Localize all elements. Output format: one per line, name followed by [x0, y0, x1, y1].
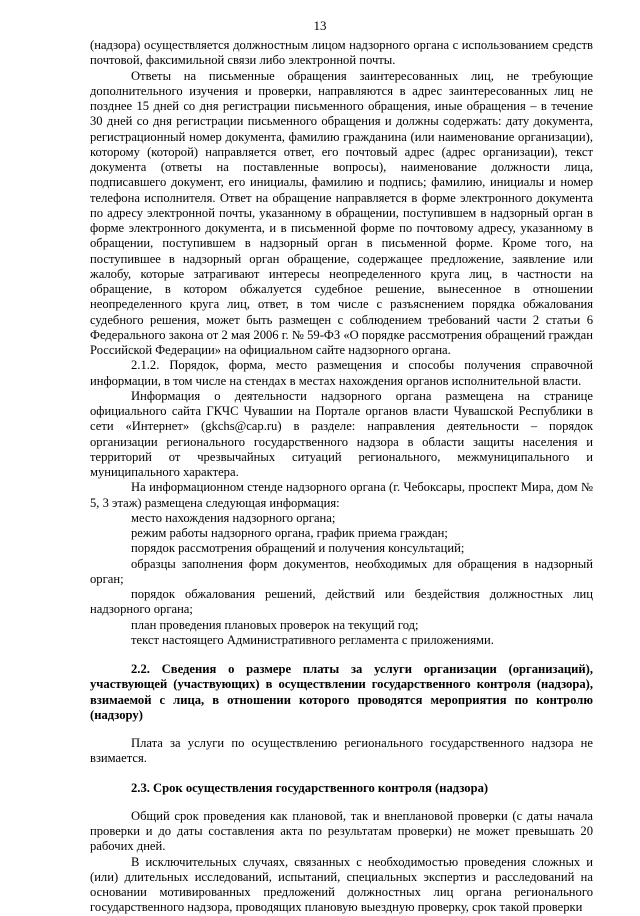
- list-item: текст настоящего Административного регламента с приложениями.: [131, 632, 494, 647]
- paragraph: 2.1.2. Порядок, форма, место размещения и способы получения справочной информации, в том числе на стендах в местах нахождения органов исполнительной власти.: [90, 358, 593, 388]
- list-item: план проведения плановых проверок на текущий год;: [131, 617, 419, 632]
- paragraph: На информационном стенде надзорного органа (г. Чебоксары, проспект Мира, дом № 5, 3 этаж) размещена следующая информация:: [90, 480, 593, 510]
- paragraph: Информация о деятельности надзорного органа размещена на странице официального сайта ГКЧС Чувашии на Портале органов власти Чувашской Республики в сети «Интернет» (gkchs@cap.ru) в разделе: направления деятельности – порядок организации регионального государственного надзора в области защиты населения и территорий от чрезвычайных ситуаций регионального, межмуниципального и муниципального характера.: [90, 388, 593, 479]
- document-body: [90, 38, 593, 916]
- list-item: порядок рассмотрения обращений и получения консультаций;: [131, 541, 465, 556]
- paragraph: В исключительных случаях, связанных с необходимостью проведения сложных и (или) длительных исследований, испытаний, специальных экспертиз и расследований на основании мотивированных предложений должностных лиц органа регионального государственного надзора, проводящих плановую выездную проверку, срок такой проверки: [90, 854, 593, 915]
- page-number: 13: [313, 18, 327, 33]
- list-item: режим работы надзорного органа, график приема граждан;: [131, 526, 448, 540]
- paragraph: Ответы на письменные обращения заинтересованных лиц, не требующие дополнительного изучения и проверки, направляются в адрес заинтересованных лиц не позднее 15 дней со дня регистрации письменного обращения, иные обращения – в течение 30 дней со дня регистрации письменного обращения и должны содержать: дату документа, регистрационный номер документа, фамилию гражданина (или наименование организации), которому (которой) направляется ответ, его почтовый адрес (адрес организации), текст документа (ответы на поставленные вопросы), наименование должности лица, подписавшего документ, его инициалы, фамилию и подпись; фамилию, инициалы и номер телефона исполнителя. Ответ на обращение направляется в форме электронного документа по адресу электронной почты, указанному в обращении, поступившем в надзорный орган в форме электронного документа, и в письменной форме по почтовому адресу, указанному в обращении, поступившем в надзорный орган в письменной форме. Кроме того, на поступившее в надзорный орган обращение, содержащее предложение, заявление или жалобу, которые затрагивают интересы неопределенного круга лиц, в частности на обращение, в котором обжалуется судебное решение, вынесенное в отношении неопределенного круга лиц, ответ, в том числе с разъяснением порядка обжалования судебного решения, может быть размещен с соблюдением требований части 2 статьи 6 Федерального закона от 2 мая 2006 г. № 59-ФЗ «О порядке рассмотрения обращений граждан Российской Федерации» на официальном сайте надзорного органа.: [90, 68, 593, 357]
- list-item: место нахождения надзорного органа;: [131, 510, 336, 525]
- paragraph: Общий срок проведения как плановой, так и внеплановой проверки (с даты начала проверки и до даты составления акта по результатам проверки) не может превышать 20 рабочих дней.: [90, 808, 593, 854]
- list-item: порядок обжалования решений, действий или бездействия должностных лиц надзорного органа;: [90, 587, 593, 617]
- section-heading-2-3: 2.3. Срок осуществления государственного контроля (надзора): [131, 780, 489, 795]
- paragraph: (надзора) осуществляется должностным лицом надзорного органа с использованием средств почтовой, факсимильной связи либо электронной почты.: [90, 38, 593, 68]
- paragraph: Плата за услуги по осуществлению регионального государственного надзора не взимается.: [90, 736, 593, 766]
- section-heading-2-2: 2.2. Сведения о размере платы за услуги организации (организаций), участвующей (участвующих) в осуществлении государственного контроля (надзора), взимаемой с лица, в отношении которого проводятся мероприятия по контролю (надзору): [90, 662, 593, 722]
- list-item: образцы заполнения форм документов, необходимых для обращения в надзорный орган;: [90, 556, 593, 586]
